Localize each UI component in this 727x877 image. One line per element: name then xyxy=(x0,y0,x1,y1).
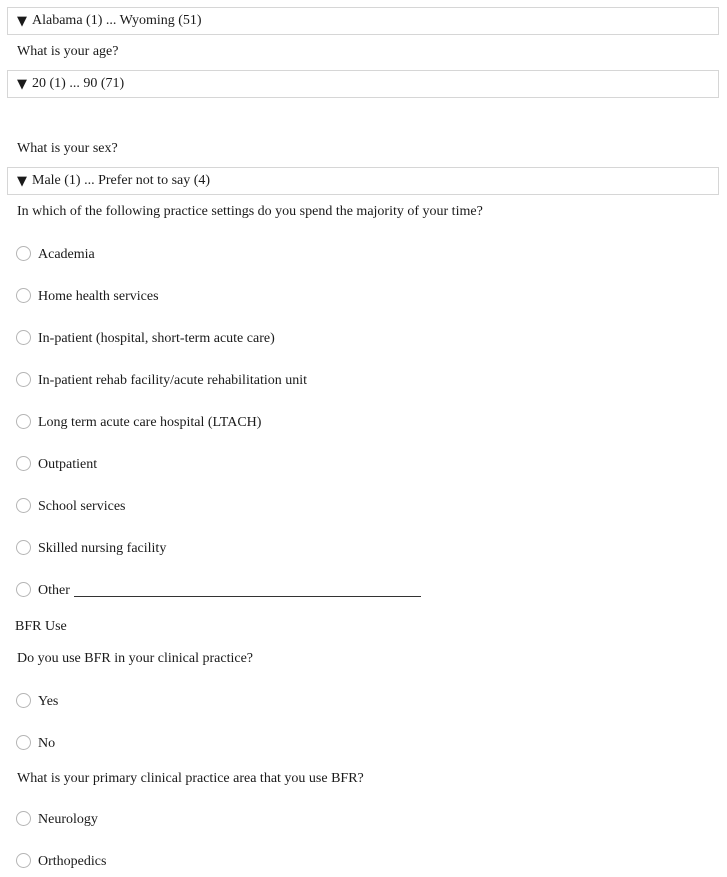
practice-setting-question: In which of the following practice settings do you spend the majority of your time? xyxy=(17,204,483,219)
option-label: Outpatient xyxy=(38,457,98,472)
dropdown-arrow-icon: ▼ xyxy=(17,13,27,29)
radio-button[interactable] xyxy=(16,456,31,471)
sex-dropdown[interactable] xyxy=(7,167,719,195)
radio-button[interactable] xyxy=(16,288,31,303)
option-label: Yes xyxy=(38,694,59,709)
setting-option-home-health[interactable] xyxy=(16,287,159,307)
setting-option-snf[interactable] xyxy=(16,539,166,559)
age-dropdown-value: 20 (1) ... 90 (71) xyxy=(32,76,125,91)
option-label: Long term acute care hospital (LTACH) xyxy=(38,415,262,430)
section-title: BFR Use xyxy=(15,619,67,634)
setting-option-school[interactable] xyxy=(16,497,125,517)
option-label: School services xyxy=(38,499,126,514)
option-label: In-patient rehab facility/acute rehabilitation unit xyxy=(38,373,308,388)
option-label: Other xyxy=(38,583,70,598)
option-label: No xyxy=(38,736,56,751)
radio-button[interactable] xyxy=(16,811,31,826)
bfr-option-no[interactable] xyxy=(16,734,55,754)
age-dropdown[interactable] xyxy=(7,70,719,98)
option-label: Orthopedics xyxy=(38,854,107,869)
state-dropdown[interactable] xyxy=(7,7,719,35)
setting-option-inpatient-hospital[interactable] xyxy=(16,329,275,349)
radio-button[interactable] xyxy=(16,498,31,513)
radio-button[interactable] xyxy=(16,540,31,555)
setting-option-outpatient[interactable] xyxy=(16,455,97,475)
setting-option-academia[interactable] xyxy=(16,245,95,265)
option-label: Academia xyxy=(38,247,95,262)
radio-button[interactable] xyxy=(16,330,31,345)
radio-button[interactable] xyxy=(16,372,31,387)
option-label: Neurology xyxy=(38,812,98,827)
other-text-input[interactable] xyxy=(74,582,421,597)
area-option-orthopedics[interactable] xyxy=(16,852,106,872)
radio-button[interactable] xyxy=(16,735,31,750)
age-question: What is your age? xyxy=(17,44,119,59)
sex-dropdown-value: Male (1) ... Prefer not to say (4) xyxy=(32,173,211,188)
setting-option-other[interactable] xyxy=(16,581,421,601)
setting-option-inpatient-rehab[interactable] xyxy=(16,371,307,391)
option-label: Home health services xyxy=(38,289,159,304)
dropdown-arrow-icon: ▼ xyxy=(17,76,27,92)
state-dropdown-value: Alabama (1) ... Wyoming (51) xyxy=(32,13,202,28)
area-option-neurology[interactable] xyxy=(16,810,98,830)
radio-button[interactable] xyxy=(16,246,31,261)
radio-button[interactable] xyxy=(16,414,31,429)
option-label: In-patient (hospital, short-term acute care) xyxy=(38,331,275,346)
setting-option-ltach[interactable] xyxy=(16,413,261,433)
practice-area-question: What is your primary clinical practice area that you use BFR? xyxy=(17,771,364,786)
sex-question: What is your sex? xyxy=(17,141,118,156)
radio-button[interactable] xyxy=(16,582,31,597)
option-label: Skilled nursing facility xyxy=(38,541,167,556)
dropdown-arrow-icon: ▼ xyxy=(17,173,27,189)
bfr-use-question: Do you use BFR in your clinical practice? xyxy=(17,651,253,666)
radio-button[interactable] xyxy=(16,853,31,868)
bfr-option-yes[interactable] xyxy=(16,692,58,712)
radio-button[interactable] xyxy=(16,693,31,708)
